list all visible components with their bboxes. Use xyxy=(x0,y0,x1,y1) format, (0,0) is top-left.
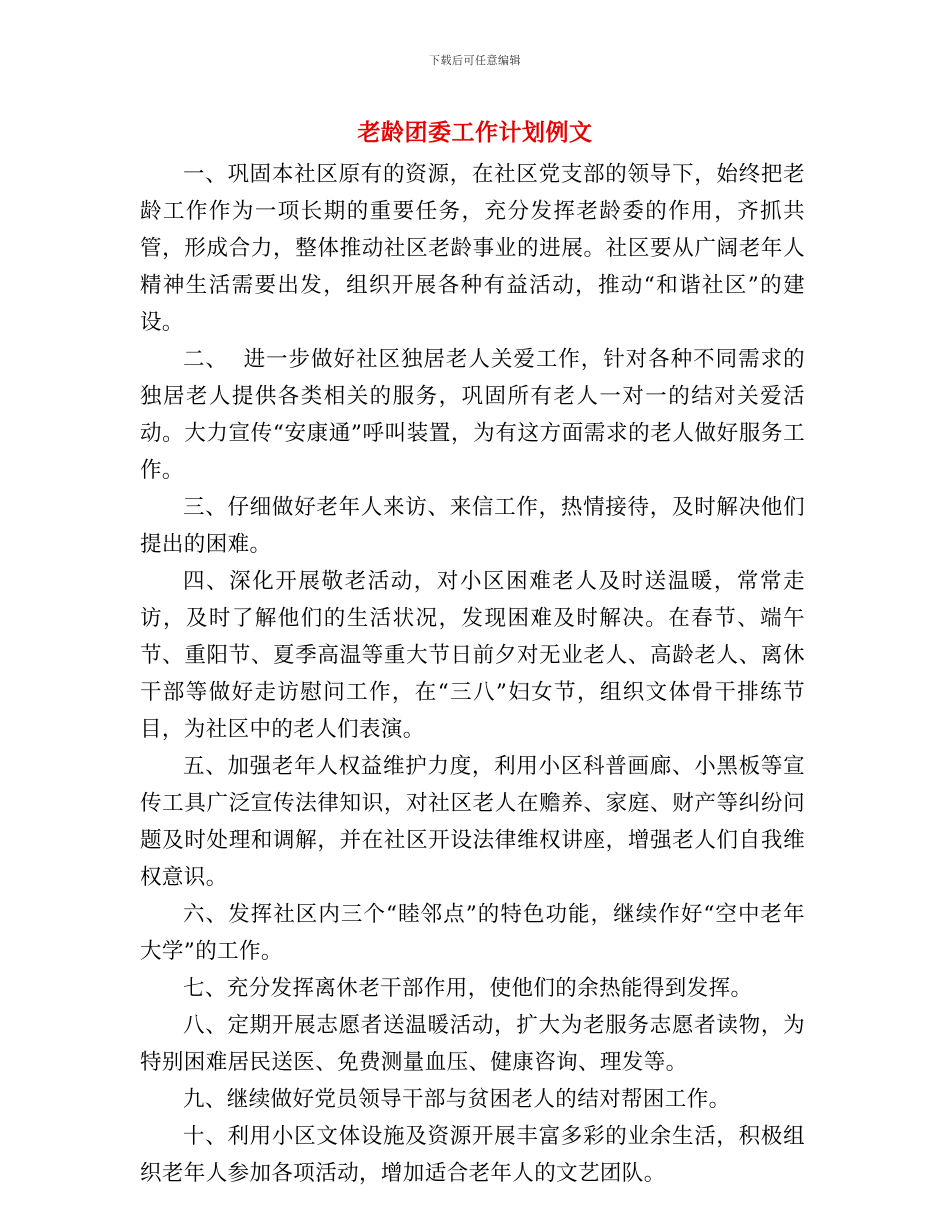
paragraph-9: 九、继续做好党员领导干部与贫困老人的结对帮困工作。 xyxy=(183,1087,731,1112)
paragraph-3: 三、仔细做好老年人来访、来信工作，热情接待，及时解决他们提出的困难。 xyxy=(140,495,805,557)
document-title: 老龄团委工作计划例文 xyxy=(357,120,593,146)
page-header: 下载后可任意编辑 xyxy=(429,54,521,67)
paragraph-2: 二、 进一步做好社区独居老人关爱工作，针对各种不同需求的独居老人提供各类相关的服务，巩固所有老人一对一的结对关爱活动。大力宣传“安康通”呼叫装置，为有这方面需求的老人做好服务工作。 xyxy=(140,347,805,483)
paragraph-4: 四、深化开展敬老活动，对小区困难老人及时送温暖，常常走访，及时了解他们的生活状况，发现困难及时解决。在春节、端午节、重阳节、夏季高温等重大节日前夕对无业老人、高龄老人、离休干部等做好走访慰问工作，在“三八”妇女节，组织文体骨干排练节目，为社区中的老人们表演。 xyxy=(140,569,805,742)
paragraph-1: 一、巩固本社区原有的资源，在社区党支部的领导下，始终把老龄工作作为一项长期的重要任务，充分发挥老龄委的作用，齐抓共管，形成合力，整体推动社区老龄事业的进展。社区要从广阔老年人精神生活需要出发，组织开展各种有益活动，推动“和谐社区”的建设。 xyxy=(140,162,805,335)
document-body xyxy=(140,156,805,1192)
paragraph-10: 十、利用小区文体设施及资源开展丰富多彩的业余生活，积极组织老年人参加各项活动，增加适合老年人的文艺团队。 xyxy=(140,1124,805,1186)
paragraph-5: 五、加强老年人权益维护力度，利用小区科普画廊、小黑板等宣传工具广泛宣传法律知识，对社区老人在赡养、家庭、财产等纠纷问题及时处理和调解，并在社区开设法律维权讲座，增强老人们自我维权意识。 xyxy=(140,754,805,890)
paragraph-6: 六、发挥社区内三个“睦邻点”的特色功能，继续作好“空中老年大学”的工作。 xyxy=(140,902,805,964)
paragraph-8: 八、定期开展志愿者送温暖活动，扩大为老服务志愿者读物，为特别困难居民送医、免费测量血压、健康咨询、理发等。 xyxy=(140,1013,805,1075)
paragraph-7: 七、充分发挥离休老干部作用，使他们的余热能得到发挥。 xyxy=(183,976,753,1001)
